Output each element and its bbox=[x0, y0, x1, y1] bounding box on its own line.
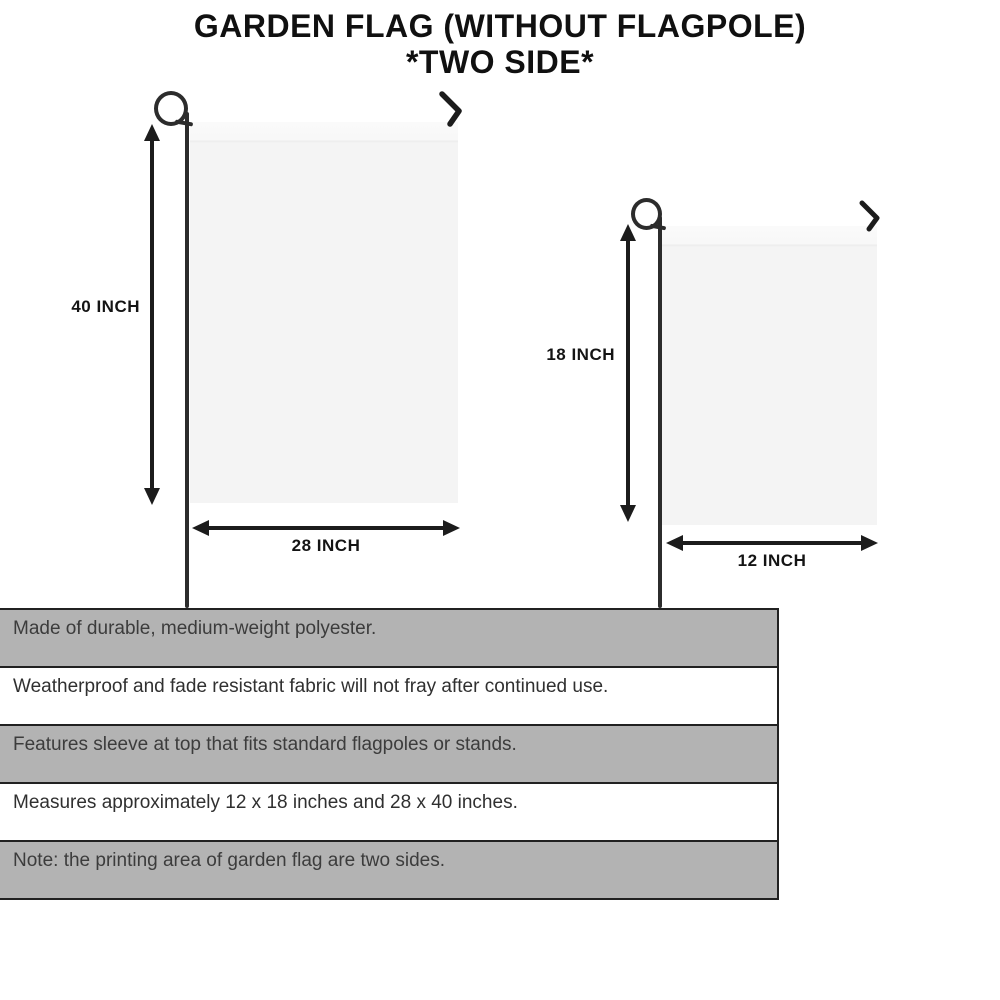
large-height-arrowhead-bottom bbox=[144, 488, 160, 505]
large-flag-fabric bbox=[190, 122, 458, 503]
large-width-arrowhead-right bbox=[443, 520, 460, 536]
feature-row-material: Made of durable, medium-weight polyester. bbox=[0, 610, 777, 666]
large-height-label: 40 INCH bbox=[71, 297, 140, 316]
large-flagpole bbox=[185, 112, 189, 608]
feature-row-weatherproof: Weatherproof and fade resistant fabric will not fray after continued use. bbox=[0, 666, 777, 724]
small-height-arrow-line bbox=[626, 239, 630, 506]
large-flagpole-loop-tail bbox=[175, 119, 193, 126]
small-flagpole bbox=[658, 216, 662, 608]
large-height-arrow-line bbox=[150, 139, 154, 489]
large-width-arrow-line bbox=[206, 526, 446, 530]
small-width-arrowhead-right bbox=[861, 535, 878, 551]
feature-row-measures: Measures approximately 12 x 18 inches and 28 x 40 inches. bbox=[0, 782, 777, 840]
small-width-label: 12 INCH bbox=[737, 551, 807, 570]
feature-row-note: Note: the printing area of garden flag are two sides. bbox=[0, 840, 777, 898]
large-flag-hook-icon bbox=[432, 86, 472, 132]
title-line-1: GARDEN FLAG (WITHOUT FLAGPOLE) bbox=[193, 8, 807, 44]
small-flag-fabric bbox=[662, 226, 877, 525]
large-width-label: 28 INCH bbox=[291, 536, 361, 555]
feature-row-sleeve: Features sleeve at top that fits standard flagpoles or stands. bbox=[0, 724, 777, 782]
title-line-2: *TWO SIDE* bbox=[405, 44, 595, 80]
small-flag-hook-icon bbox=[854, 196, 890, 238]
feature-table bbox=[0, 608, 779, 900]
small-height-label: 18 INCH bbox=[546, 345, 615, 364]
small-width-arrow-line bbox=[680, 541, 864, 545]
small-height-arrowhead-bottom bbox=[620, 505, 636, 522]
page-title bbox=[0, 7, 1000, 79]
